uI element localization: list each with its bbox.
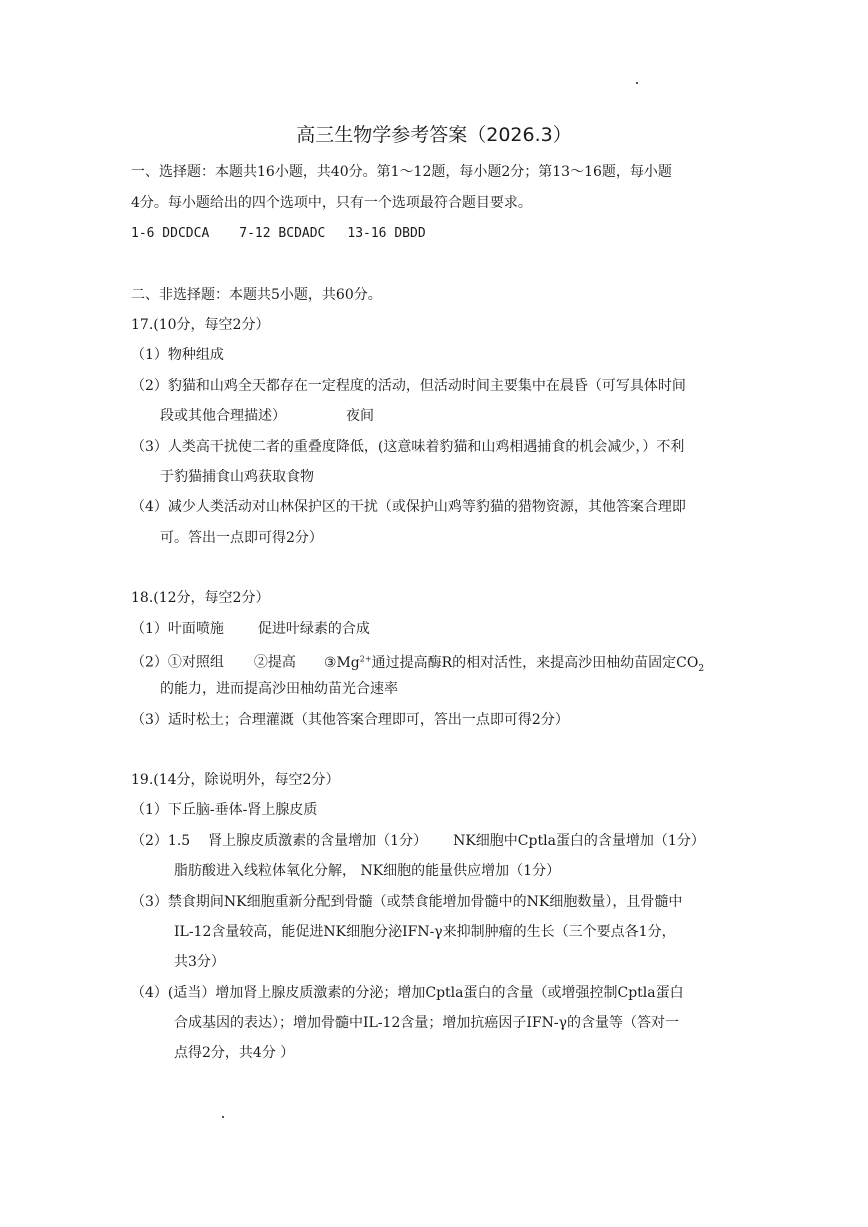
answers-7-12: 7-12 BCDADC (239, 226, 326, 241)
choice-answers (131, 225, 426, 243)
q19-answer-4-line3: 点得2分，共4分 ） (174, 1045, 295, 1061)
q18-mg-text: ③Mg (323, 654, 360, 671)
q18-header: 18.(12分，每空2分） (131, 590, 270, 606)
q17-answer-3-line2: 于豹猫捕食山鸡获取食物 (160, 469, 314, 485)
q17-answer-4-line1: （4）减少人类活动对山林保护区的干扰（或保护山鸡等豹猫的猎物资源，其他答案合理即 (131, 499, 686, 515)
part2-intro: 二、非选择题：本题共5小题，共60分。 (131, 287, 382, 303)
q19-answer-2-part1: （2）1.5 (131, 833, 191, 849)
q18-answer-1-b: 促进叶绿素的合成 (257, 621, 370, 637)
q19-answer-4-line1: （4）(适当）增加肾上腺皮质激素的分泌；增加Cptla蛋白的含量（或增强控制Cptla蛋白 (131, 985, 684, 1001)
q19-answer-4-line2: 合成基因的表达）；增加骨髓中IL-12含量；增加抗癌因子IFN-γ的含量等（答对一 (174, 1015, 679, 1031)
scan-speck (636, 82, 638, 84)
q19-answer-2-part3: NK细胞中Cptla蛋白的含量增加（1分） (453, 833, 705, 849)
answers-1-6: 1-6 DDCDCA (131, 226, 210, 241)
q19-answer-3-line1: （3）禁食期间NK细胞重新分配到骨髓（或禁食能增加骨髓中的NK细胞数量），且骨髓中 (131, 894, 683, 910)
q17-answer-2-blank2: 夜间 (346, 408, 374, 424)
q17-answer-2-line2 (160, 407, 374, 425)
q18-answer-2-line1 (131, 650, 704, 677)
q18-answer-2-part2: ②提高 (253, 654, 296, 671)
q18-answer-3: （3）适时松土；合理灌溉（其他答案合理即可，答出一点即可得2分） (131, 712, 569, 728)
q18-answer-1-a: （1）叶面喷施 (131, 621, 224, 637)
part1-intro-line1: 一、选择题：本题共16小题，共40分。第1～12题，每小题2分；第13～16题，每小题 (131, 164, 672, 180)
part1-intro-line2: 4分。每小题给出的四个选项中，只有一个选项最符合题目要求。 (131, 195, 532, 211)
q19-answer-3-line2: IL-12含量较高，能促进NK细胞分泌IFN-γ来抑制肿瘤的生长（三个要点各1分， (174, 924, 676, 940)
q18-answer-1 (131, 620, 370, 638)
q19-answer-2-line1 (131, 832, 705, 850)
q17-answer-2-text: 段或其他合理描述） (160, 408, 286, 424)
q18-answer-2-part1: （2）①对照组 (131, 654, 224, 671)
q18-answer-2-line2: 的能力，进而提高沙田柚幼苗光合速率 (160, 681, 398, 697)
q18-mg-charge: 2+ (359, 654, 372, 663)
q19-answer-3-line3: 共3分） (174, 954, 225, 970)
q19-answer-1: （1）下丘脑-垂体-肾上腺皮质 (131, 802, 318, 818)
answers-13-16: 13-16 DBDD (347, 226, 426, 241)
q17-header: 17.(10分，每空2分） (131, 317, 270, 333)
q17-answer-1: （1）物种组成 (131, 347, 224, 363)
page-title: 高三生物学参考答案（2026.3） (296, 124, 572, 146)
q18-answer-2-part3-text: 通过提高酶R的相对活性，来提高沙田柚幼苗固定CO (371, 654, 699, 671)
q18-co2-subscript: 2 (698, 663, 705, 674)
q17-answer-3-line1: （3）人类高干扰使二者的重叠度降低，(这意味着豹猫和山鸡相遇捕食的机会减少，）不利 (131, 439, 685, 455)
q19-header: 19.(14分，除说明外，每空2分） (131, 772, 340, 788)
q17-answer-2-line1: （2）豹猫和山鸡全天都存在一定程度的活动，但活动时间主要集中在晨昏（可写具体时间 (131, 378, 686, 394)
q19-answer-2-line2: 脂肪酸进入线粒体氧化分解， NK细胞的能量供应增加（1分） (174, 863, 561, 879)
q18-answer-2-part3 (323, 654, 705, 674)
q19-answer-2-part2: 肾上腺皮质激素的含量增加（1分） (208, 833, 428, 849)
q17-answer-4-line2: 可。答出一点即可得2分） (160, 530, 323, 546)
scan-speck (222, 1116, 224, 1118)
